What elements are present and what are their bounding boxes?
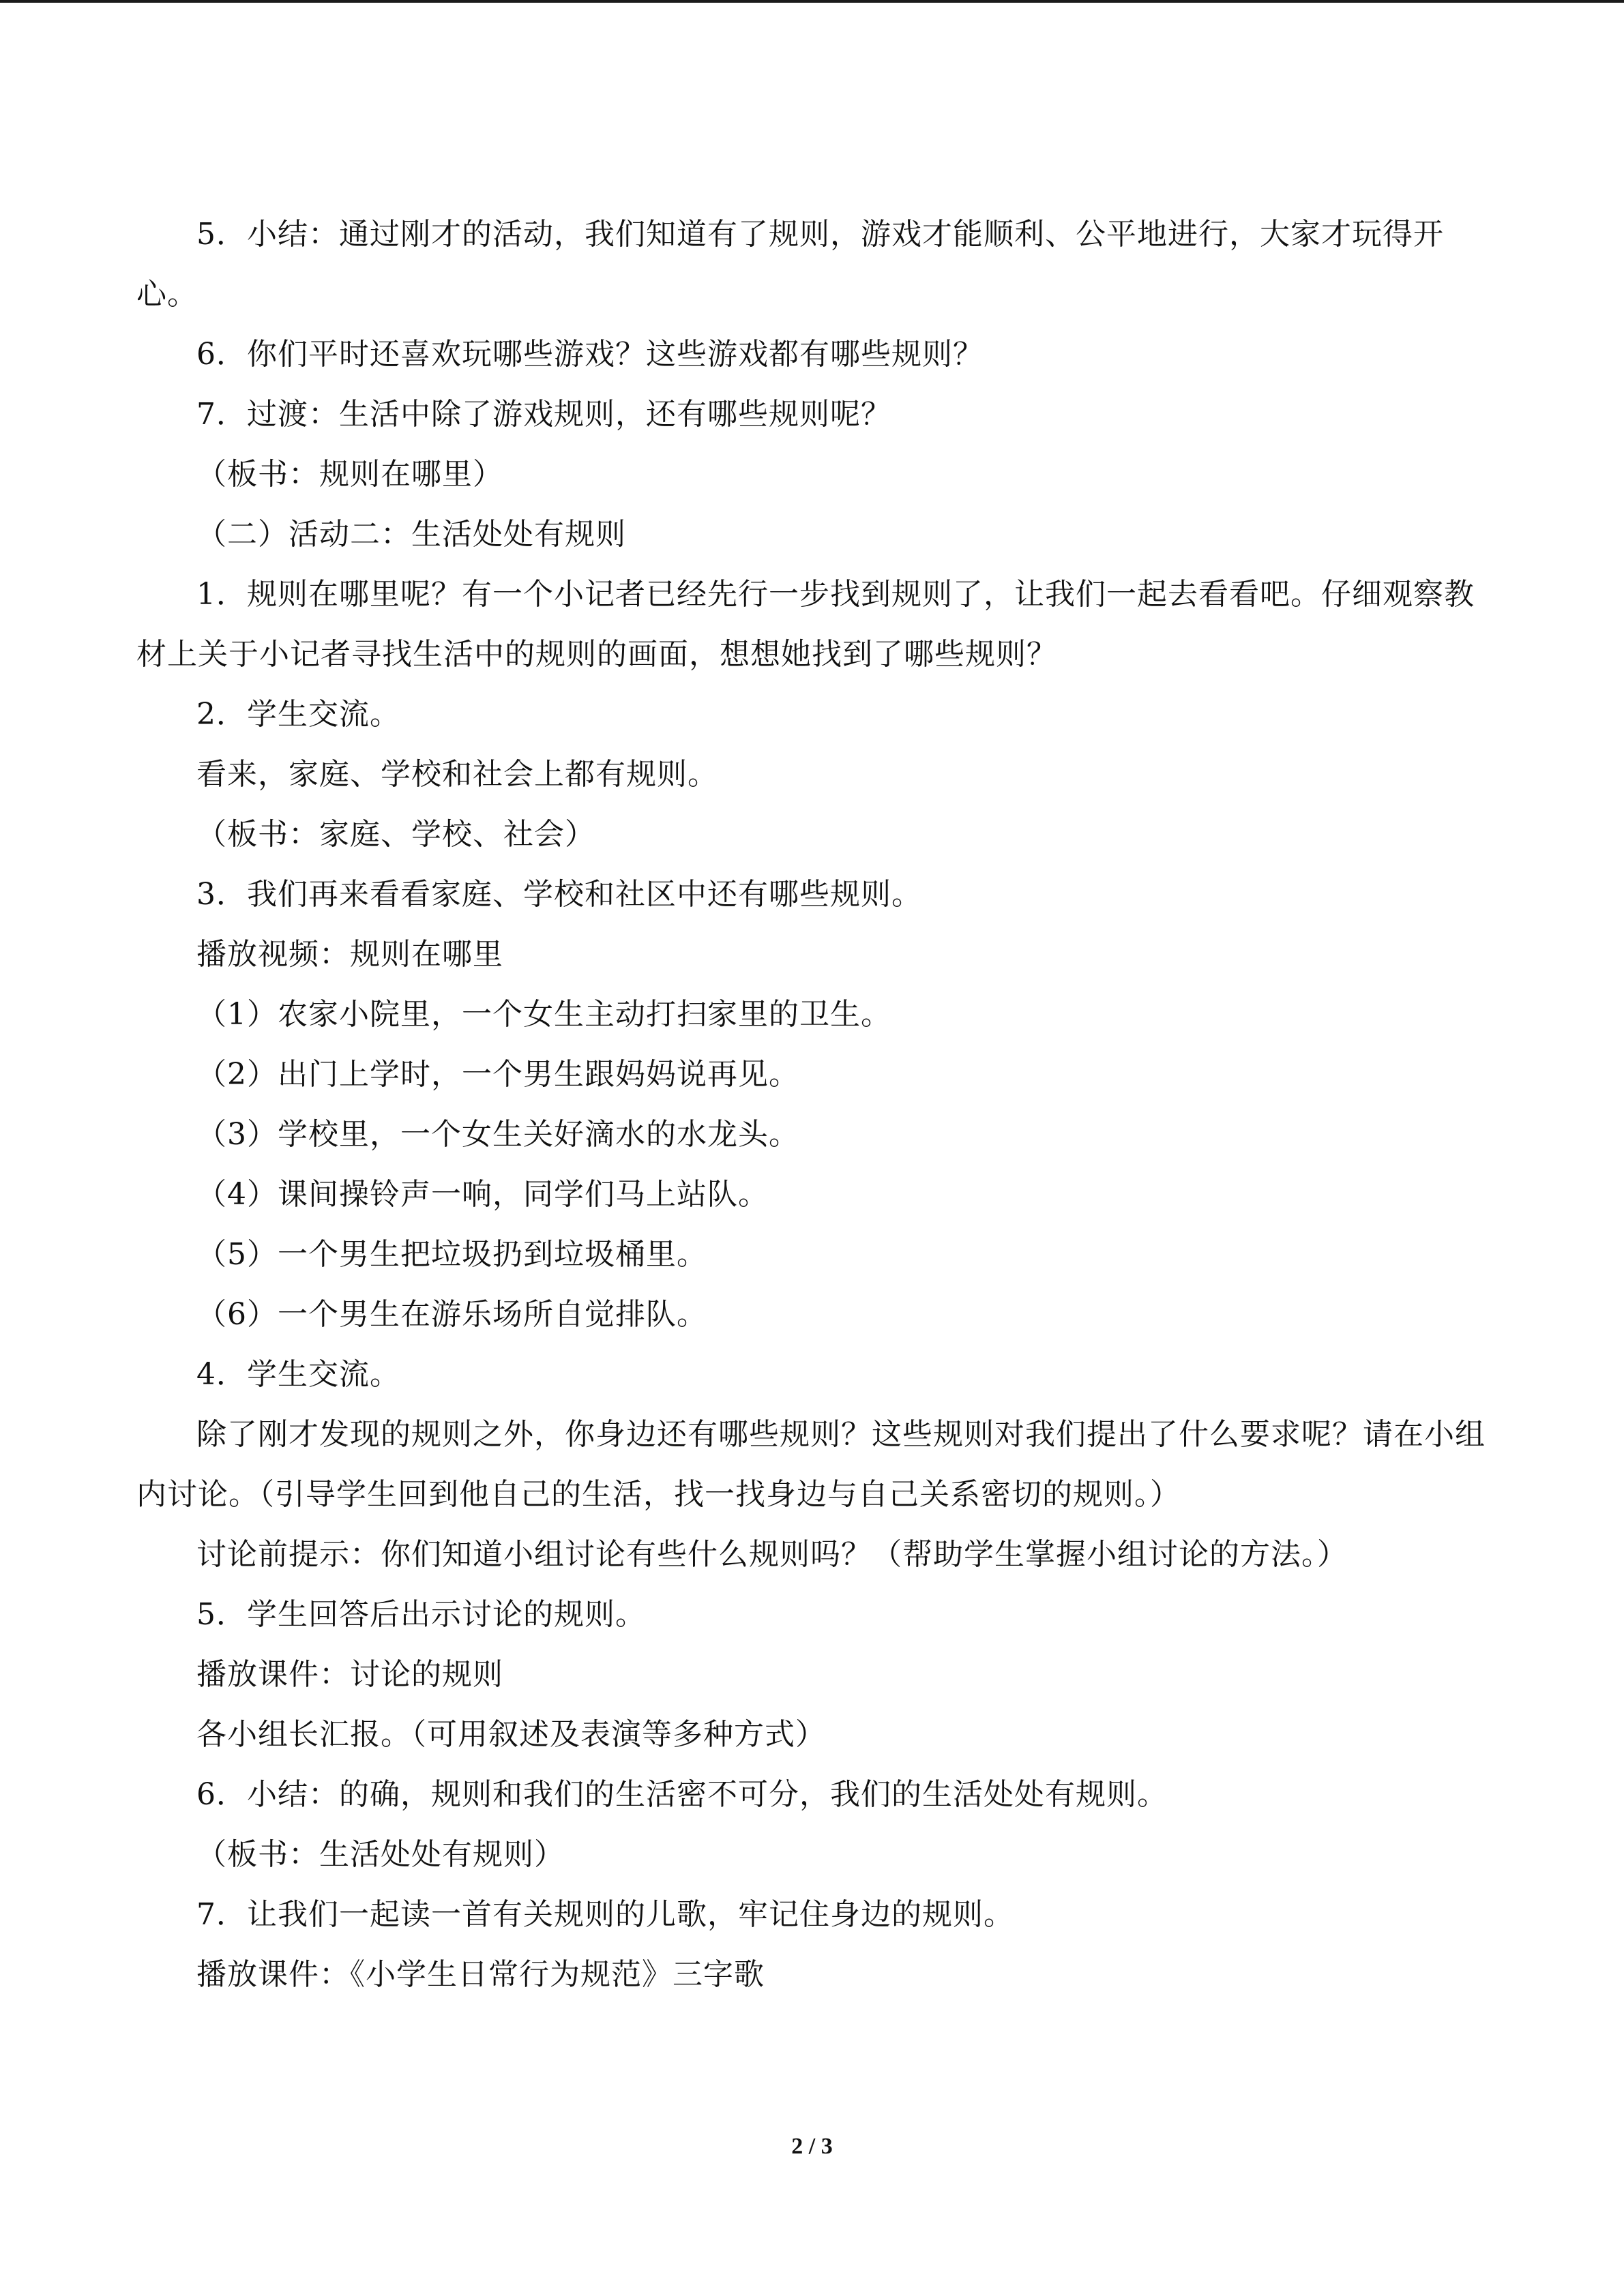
paragraph: 5．小结：通过刚才的活动，我们知道有了规则，游戏才能顺利、公平地进行，大家才玩得开心。 — [136, 217, 1444, 312]
paragraph: 1．规则在哪里呢？有一个小记者已经先行一步找到规则了，让我们一起去看看吧。仔细观察教材上关于小记者寻找生活中的规则的画面，想想她找到了哪些规则？ — [136, 577, 1475, 672]
paragraph: 各小组长汇报。（可用叙述及表演等多种方式） — [196, 1717, 826, 1752]
paragraph: 播放视频：规则在哪里 — [196, 937, 503, 972]
paragraph: 5．学生回答后出示讨论的规则。 — [196, 1597, 646, 1632]
paragraph: 6．你们平时还喜欢玩哪些游戏？这些游戏都有哪些规则？ — [196, 337, 984, 372]
paragraph: 播放课件：讨论的规则 — [196, 1657, 503, 1692]
paragraph: （板书：家庭、学校、社会） — [196, 817, 595, 852]
list-item: （1）农家小院里，一个女生主动打扫家里的卫生。 — [196, 997, 891, 1032]
list-item: （4）课间操铃声一响，同学们马上站队。 — [196, 1177, 769, 1212]
list-item: （6）一个男生在游乐场所自觉排队。 — [196, 1297, 707, 1332]
paragraph: 3．我们再来看看家庭、学校和社区中还有哪些规则。 — [196, 877, 922, 912]
document-body — [136, 205, 1487, 2005]
paragraph: （板书：规则在哪里） — [196, 457, 503, 492]
list-item: （5）一个男生把垃圾扔到垃圾桶里。 — [196, 1237, 707, 1272]
paragraph: 除了刚才发现的规则之外，你身边还有哪些规则？这些规则对我们提出了什么要求呢？请在小组内讨论。（引导学生回到他自己的生活，找一找身边与自己关系密切的规则。） — [136, 1417, 1486, 1512]
paragraph: 7．过渡：生活中除了游戏规则，还有哪些规则呢？ — [196, 397, 891, 432]
top-border-line — [0, 0, 1624, 3]
page-number: 2 / 3 — [791, 2134, 833, 2159]
section-heading: （二）活动二：生活处处有规则 — [196, 517, 626, 552]
paragraph: 播放课件：《小学生日常行为规范》三字歌 — [196, 1957, 765, 1992]
paragraph: 6．小结：的确，规则和我们的生活密不可分，我们的生活处处有规则。 — [196, 1777, 1168, 1812]
paragraph: （板书：生活处处有规则） — [196, 1837, 565, 1872]
paragraph: 2．学生交流。 — [196, 697, 400, 732]
paragraph: 看来，家庭、学校和社会上都有规则。 — [196, 757, 718, 792]
list-item: （3）学校里，一个女生关好滴水的水龙头。 — [196, 1117, 799, 1152]
list-item: （2）出门上学时，一个男生跟妈妈说再见。 — [196, 1057, 799, 1092]
paragraph: 讨论前提示：你们知道小组讨论有些什么规则吗？（帮助学生掌握小组讨论的方法。） — [196, 1537, 1348, 1572]
paragraph: 7．让我们一起读一首有关规则的儿歌，牢记住身边的规则。 — [196, 1897, 1014, 1932]
paragraph: 4．学生交流。 — [196, 1357, 400, 1392]
